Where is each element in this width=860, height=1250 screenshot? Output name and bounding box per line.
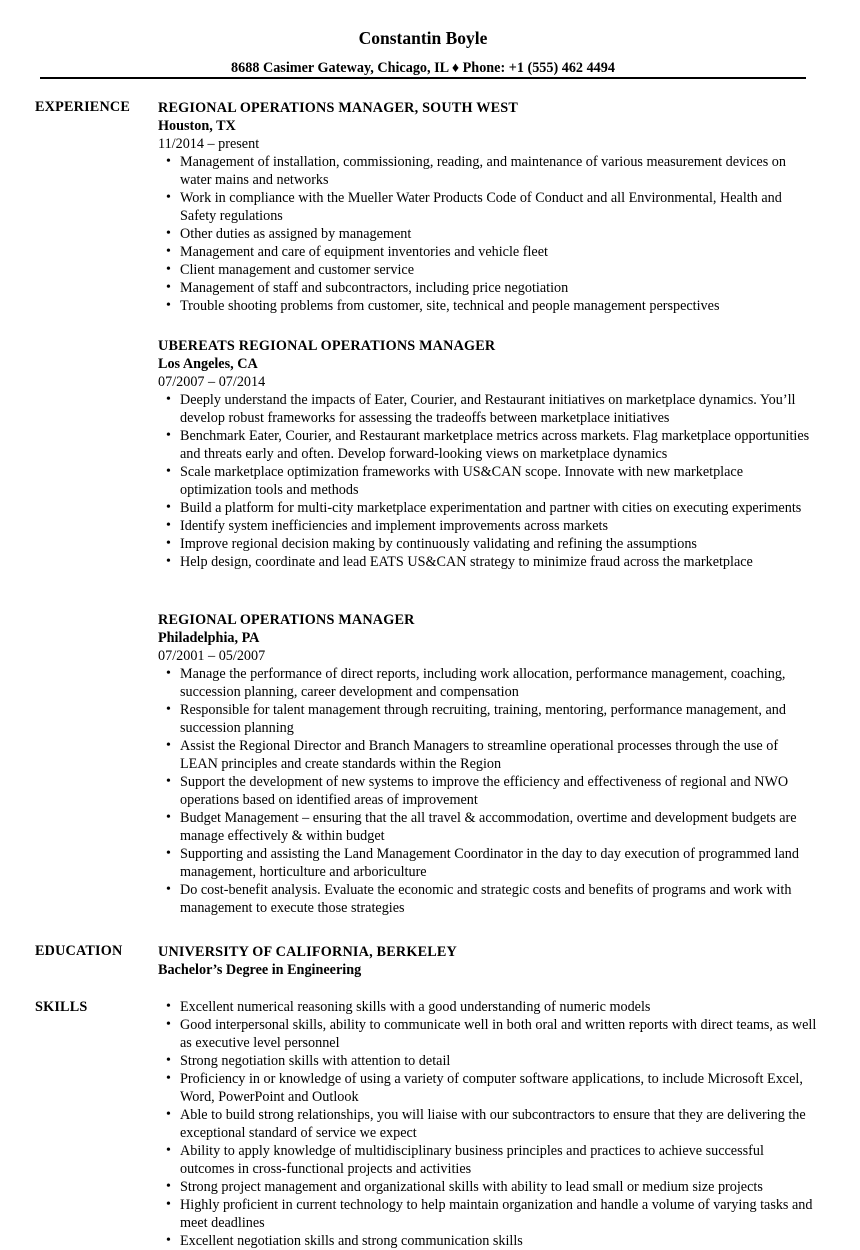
list-item: • Support the development of new systems to improve the efficiency and effectiveness of regional and NWO operations based on identified areas of improvement bbox=[158, 773, 818, 809]
list-item: • Deeply understand the impacts of Eater, Courier, and Restaurant initiatives on marketplace dynamics. You’ll develop robust frameworks for assessing the tradeoffs between marketplace initiatives bbox=[158, 391, 818, 427]
list-item: • Assist the Regional Director and Branch Managers to streamline operational processes through the use of LEAN principles and create standards within the Region bbox=[158, 737, 818, 773]
list-item: • Able to build strong relationships, you will liaise with our subcontractors to ensure that they are delivering the exceptional standard of service we expect bbox=[158, 1106, 818, 1142]
list-item: • Management of staff and subcontractors, including price negotiation bbox=[158, 279, 818, 297]
list-item: • Proficiency in or knowledge of using a variety of computer software applications, to include Microsoft Excel, Word, PowerPoint and Outlook bbox=[158, 1070, 818, 1106]
list-item: • Do cost-benefit analysis. Evaluate the economic and strategic costs and benefits of programs and work with management to execute those strategies bbox=[158, 881, 818, 917]
education-entry bbox=[158, 943, 818, 979]
job-dates: 11/2014 – present bbox=[158, 136, 260, 152]
job-dates: 07/2001 – 05/2007 bbox=[158, 648, 266, 664]
skills-list bbox=[158, 998, 818, 1250]
list-item: • Ability to apply knowledge of multidisciplinary business principles and practices to achieve successful outcomes in cross-functional projects and activities bbox=[158, 1142, 818, 1178]
job-title: REGIONAL OPERATIONS MANAGER, SOUTH WEST bbox=[158, 100, 519, 116]
list-item: • Other duties as assigned by management bbox=[158, 225, 818, 243]
list-item: • Excellent numerical reasoning skills with a good understanding of numeric models bbox=[158, 998, 818, 1016]
job-dates: 07/2007 – 07/2014 bbox=[158, 374, 266, 390]
list-item: • Responsible for talent management through recruiting, training, mentoring, performance management, and succession planning bbox=[158, 701, 818, 737]
list-item: • Highly proficient in current technology to help maintain organization and handle a volume of varying tasks and meet deadlines bbox=[158, 1196, 818, 1232]
list-item: • Strong project management and organizational skills with ability to lead small or medium size projects bbox=[158, 1178, 818, 1196]
list-item: • Scale marketplace optimization frameworks with US&CAN scope. Innovate with new marketplace optimization tools and methods bbox=[158, 463, 818, 499]
candidate-name: Constantin Boyle bbox=[358, 28, 488, 48]
list-item: • Improve regional decision making by continuously validating and refining the assumptions bbox=[158, 535, 818, 553]
degree: Bachelor’s Degree in Engineering bbox=[158, 962, 362, 978]
section-label-experience: EXPERIENCE bbox=[35, 99, 131, 115]
list-item: • Manage the performance of direct reports, including work allocation, performance management, coaching, succession planning, career development and compensation bbox=[158, 665, 818, 701]
job-entry bbox=[158, 99, 818, 315]
contact-line: 8688 Casimer Gateway, Chicago, IL ♦ Phone: +1 (555) 462 4494 bbox=[231, 60, 615, 76]
list-item: • Benchmark Eater, Courier, and Restaurant marketplace metrics across markets. Flag marketplace opportunities and threats early and often. Develop forward-looking views on marketplace dynamics bbox=[158, 427, 818, 463]
job-location: Houston, TX bbox=[158, 118, 236, 134]
list-item: • Management and care of equipment inventories and vehicle fleet bbox=[158, 243, 818, 261]
list-item: • Build a platform for multi-city marketplace experimentation and partner with cities on executing experiments bbox=[158, 499, 818, 517]
job-entry bbox=[158, 337, 818, 571]
list-item: • Excellent negotiation skills and strong communication skills bbox=[158, 1232, 818, 1250]
list-item: • Strong negotiation skills with attention to detail bbox=[158, 1052, 818, 1070]
skill-bullets bbox=[158, 998, 818, 1250]
job-bullets bbox=[158, 665, 818, 917]
job-title: UBEREATS REGIONAL OPERATIONS MANAGER bbox=[158, 338, 496, 354]
list-item: • Identify system inefficiencies and implement improvements across markets bbox=[158, 517, 818, 535]
list-item: • Trouble shooting problems from customer, site, technical and people management perspectives bbox=[158, 297, 818, 315]
job-location: Los Angeles, CA bbox=[158, 356, 258, 372]
list-item: • Management of installation, commissioning, reading, and maintenance of various measurement devices on water mains and networks bbox=[158, 153, 818, 189]
list-item: • Help design, coordinate and lead EATS US&CAN strategy to minimize fraud across the marketplace bbox=[158, 553, 818, 571]
header-divider bbox=[40, 77, 806, 79]
job-title: REGIONAL OPERATIONS MANAGER bbox=[158, 612, 415, 628]
job-entry bbox=[158, 611, 818, 917]
school-name: UNIVERSITY OF CALIFORNIA, BERKELEY bbox=[158, 944, 458, 960]
list-item: • Supporting and assisting the Land Management Coordinator in the day to day execution of programmed land management, horticulture and arboriculture bbox=[158, 845, 818, 881]
list-item: • Client management and customer service bbox=[158, 261, 818, 279]
job-location: Philadelphia, PA bbox=[158, 630, 260, 646]
list-item: • Good interpersonal skills, ability to communicate well in both oral and written reports with direct teams, as well as executive level personnel bbox=[158, 1016, 818, 1052]
job-bullets bbox=[158, 391, 818, 571]
section-label-education: EDUCATION bbox=[35, 943, 123, 959]
job-bullets bbox=[158, 153, 818, 315]
list-item: • Budget Management – ensuring that the all travel & accommodation, overtime and development budgets are manage effectively & within budget bbox=[158, 809, 818, 845]
section-label-skills: SKILLS bbox=[35, 999, 88, 1015]
list-item: • Work in compliance with the Mueller Water Products Code of Conduct and all Environmental, Health and Safety regulations bbox=[158, 189, 818, 225]
